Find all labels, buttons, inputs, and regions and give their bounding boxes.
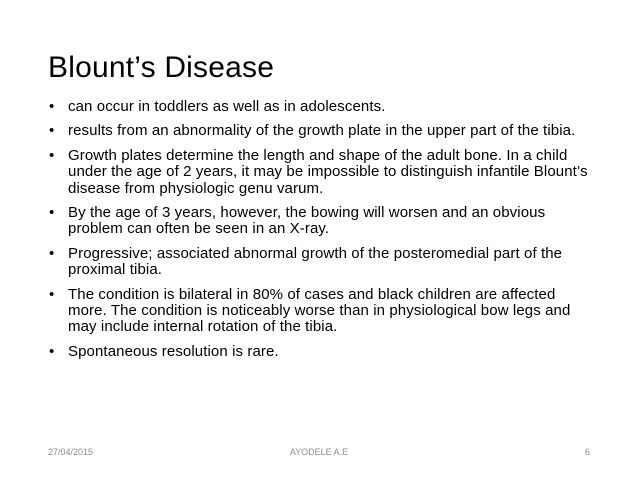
bullet-item	[49, 99, 597, 115]
bullet-list	[49, 99, 597, 368]
footer-date: 27/04/2015	[48, 447, 94, 457]
footer-author: AYODELE A.E	[289, 447, 349, 457]
bullet-symbol: •	[49, 146, 55, 164]
bullet-symbol: •	[49, 285, 55, 303]
bullet-text: can occur in toddlers as well as in adolescents.	[68, 98, 386, 115]
bullet-item	[49, 148, 597, 197]
bullet-text: Growth plates determine the length and shape of the adult bone. In a child under the age of 2 years, it may be impossible to distinguish infantile Blount’s disease from physiologic genu varum.	[68, 146, 588, 197]
bullet-symbol: •	[49, 122, 55, 140]
bullet-text: Spontaneous resolution is rare.	[68, 342, 279, 360]
footer-page-number: 6	[584, 447, 590, 457]
bullet-symbol: •	[49, 244, 55, 262]
bullet-symbol: •	[49, 98, 55, 115]
bullet-text: results from an abnormality of the growth plate in the upper part of the tibia.	[68, 122, 576, 140]
bullet-symbol: •	[49, 342, 55, 360]
bullet-item	[49, 344, 597, 360]
bullet-item	[49, 123, 597, 139]
bullet-text: Progressive; associated abnormal growth of the posteromedial part of the proximal tibia.	[68, 244, 563, 279]
bullet-item	[49, 246, 597, 279]
bullet-text: The condition is bilateral in 80% of cases and black children are affected more. The condition is noticeably worse than in physiological bow legs and may include internal rotation of the tibia.	[68, 285, 571, 336]
slide-title: Blount’s Disease	[48, 51, 275, 84]
bullet-text: By the age of 3 years, however, the bowing will worsen and an obvious problem can often be seen in an X-ray.	[68, 204, 546, 238]
bullet-item	[49, 287, 597, 336]
bullet-item	[49, 205, 597, 238]
bullet-symbol: •	[49, 204, 55, 222]
